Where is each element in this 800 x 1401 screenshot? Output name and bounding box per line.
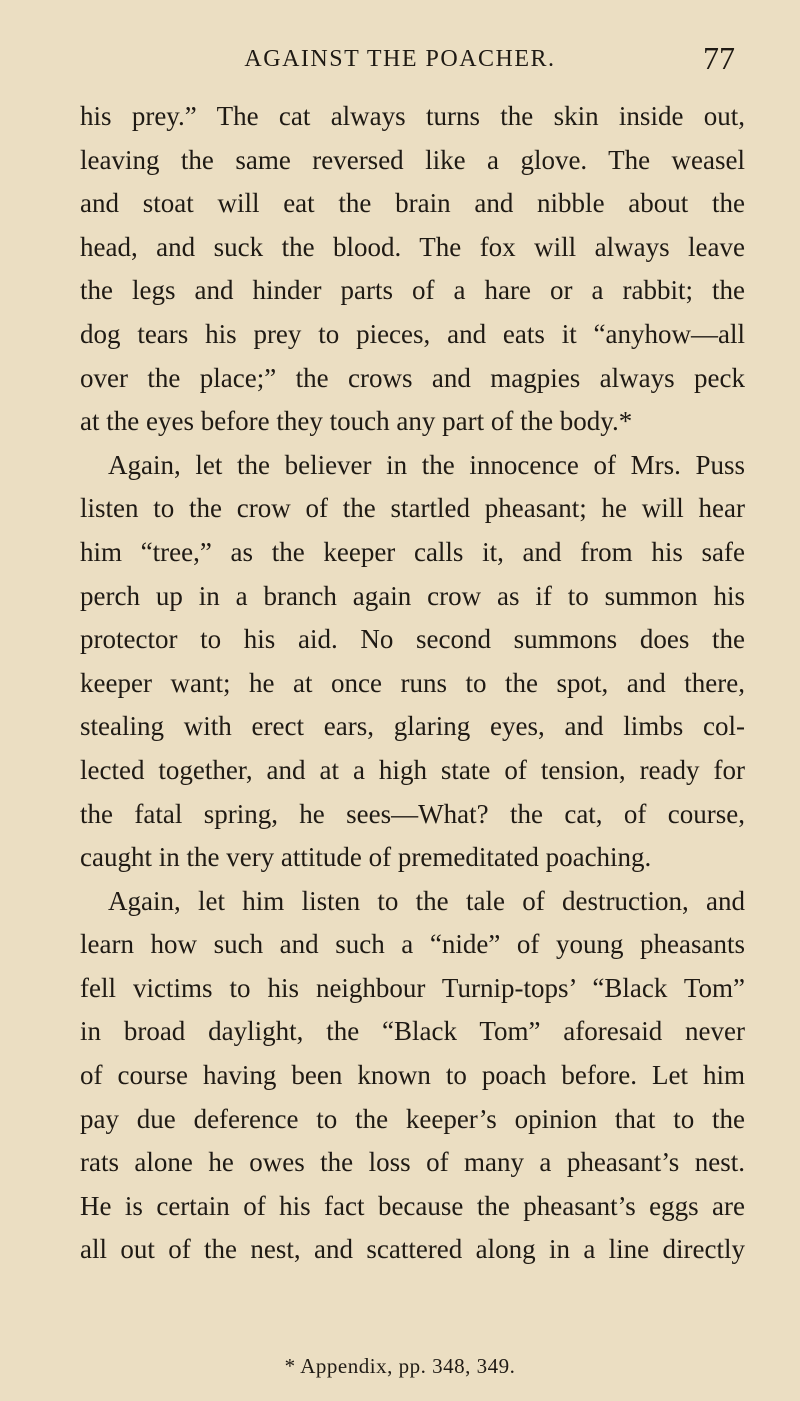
text-line: protector to his aid. No second summons does the [80,624,745,655]
text-line: the fatal spring, he sees—What? the cat, of course, [80,798,745,829]
page-number: 77 [703,40,735,76]
text-line: at the eyes before they touch any part of the body.* [80,406,633,437]
text-line: perch up in a branch again crow as if to summon his [80,580,745,611]
text-line: keeper want; he at once runs to the spot, and there, [80,667,745,698]
text-line: stealing with erect ears, glaring eyes, and limbs col- [80,711,745,742]
text-line: leaving the same reversed like a glove. The weasel [80,144,745,175]
running-title: AGAINST THE POACHER. [244,46,556,72]
text-line: caught in the very attitude of premeditated poaching. [80,842,652,873]
body-text [80,95,745,1272]
text-line: pay due deference to the keeper’s opinion that to the [80,1103,745,1134]
paragraph-start: Again, let him listen to the tale of destruction, and [108,885,745,916]
text-line: the legs and hinder parts of a hare or a rabbit; the [80,275,745,306]
paragraph-start: Again, let the believer in the innocence of Mrs. Puss [108,449,745,480]
running-head [0,40,800,80]
text-line: all out of the nest, and scattered along in a line directly [80,1234,745,1265]
text-line: rats alone he owes the loss of many a pheasant’s nest. [80,1147,745,1178]
text-line: dog tears his prey to pieces, and eats it “anyhow—all [80,318,745,349]
text-line: in broad daylight, the “Black Tom” aforesaid never [80,1016,745,1047]
text-line: of course having been known to poach before. Let him [80,1060,745,1091]
text-line: his prey.” The cat always turns the skin inside out, [80,101,745,131]
text-line: over the place;” the crows and magpies always peck [80,362,745,393]
text-line: fell victims to his neighbour Turnip-tops’ “Black Tom” [80,972,745,1003]
text-line: He is certain of his fact because the pheasant’s eggs are [80,1190,745,1221]
text-line: learn how such and such a “nide” of young pheasants [80,929,745,960]
footnote: * Appendix, pp. 348, 349. [284,1354,516,1378]
text-line: and stoat will eat the brain and nibble about the [80,188,745,219]
text-line: head, and suck the blood. The fox will always leave [80,231,745,262]
text-line: listen to the crow of the startled pheasant; he will hear [80,493,745,524]
text-line: lected together, and at a high state of tension, ready for [80,754,745,785]
text-line: him “tree,” as the keeper calls it, and from his safe [80,536,745,567]
